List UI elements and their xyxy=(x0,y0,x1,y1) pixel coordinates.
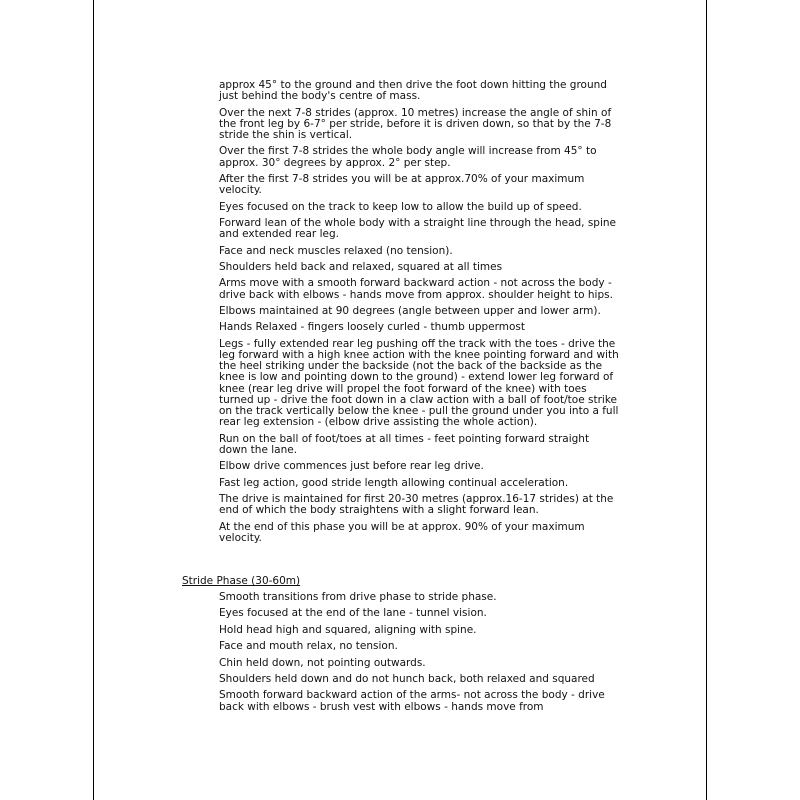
list-item: Eyes focused at the end of the lane - tunnel vision. xyxy=(219,607,487,620)
list-item: Over the first 7-8 strides the whole body angle will increase from 45° to approx. 30° degrees by approx. 2° per step. xyxy=(219,145,597,169)
list-item: At the end of this phase you will be at approx. 90% of your maximum velocity. xyxy=(219,520,585,544)
list-item: Elbow drive commences just before rear leg drive. xyxy=(219,460,484,473)
drive-phase-list xyxy=(219,80,619,549)
list-item: Hold head high and squared, aligning with spine. xyxy=(219,623,477,636)
list-item: Face and mouth relax, no tension. xyxy=(219,640,398,653)
list-item: Eyes focused on the track to keep low to allow the build up of speed. xyxy=(219,200,582,213)
stride-phase-list xyxy=(219,592,619,718)
list-item: approx 45° to the ground and then drive the foot down hitting the ground just behind the body's centre of mass. xyxy=(219,79,607,103)
list-item: Shoulders held back and relaxed, squared at all times xyxy=(219,260,503,273)
list-item: Arms move with a smooth forward backward action - not across the body - drive back with elbows - hands move from approx. shoulder height to hips. xyxy=(219,277,613,301)
list-item: Hands Relaxed - fingers loosely curled - thumb uppermost xyxy=(219,321,525,334)
list-item: The drive is maintained for first 20-30 metres (approx.16-17 strides) at the end of which the body straightens with a slight forward lean. xyxy=(219,492,614,517)
list-item: Shoulders held down and do not hunch back, both relaxed and squared xyxy=(219,672,595,685)
list-item: Over the next 7-8 strides (approx. 10 metres) increase the angle of shin of the front leg by 6-7° per stride, before it is driven down, so that by the 7-8 stride the shin is vertical. xyxy=(219,106,612,141)
list-item: Legs - fully extended rear leg pushing off the track with the toes - drive the leg forward with a high knee action with the knee pointing forward and with the heel striking under the backside (not the back of the backside as the knee is low and pointing down to the ground) - extend lower leg forward of knee (rear leg drive will propel the foot forward of the knee) with toes turned up - drive the foot down in a claw action with a ball of foot/toe strike on the track vertically below the knee - pull the ground under you into a full rear leg extension - (elbow drive assisting the whole action). xyxy=(219,337,619,429)
list-item: Forward lean of the whole body with a straight line through the head, spine and extended rear leg. xyxy=(219,216,617,241)
list-item: Smooth transitions from drive phase to stride phase. xyxy=(219,591,497,603)
section-heading-stride-phase: Stride Phase (30-60m) xyxy=(182,575,301,587)
list-item: Run on the ball of foot/toes at all times - feet pointing forward straight down the lane. xyxy=(219,432,590,456)
list-item: Fast leg action, good stride length allowing continual acceleration. xyxy=(219,476,569,489)
list-item: After the first 7-8 strides you will be at approx.70% of your maximum velocity. xyxy=(219,172,585,197)
list-item: Face and neck muscles relaxed (no tension). xyxy=(219,244,453,257)
list-item: Elbows maintained at 90 degrees (angle between upper and lower arm). xyxy=(219,304,601,317)
list-item: Smooth forward backward action of the arms- not across the body - drive back with elbows - brush vest with elbows - hands move from xyxy=(219,689,605,713)
list-item: Chin held down, not pointing outwards. xyxy=(219,656,426,669)
